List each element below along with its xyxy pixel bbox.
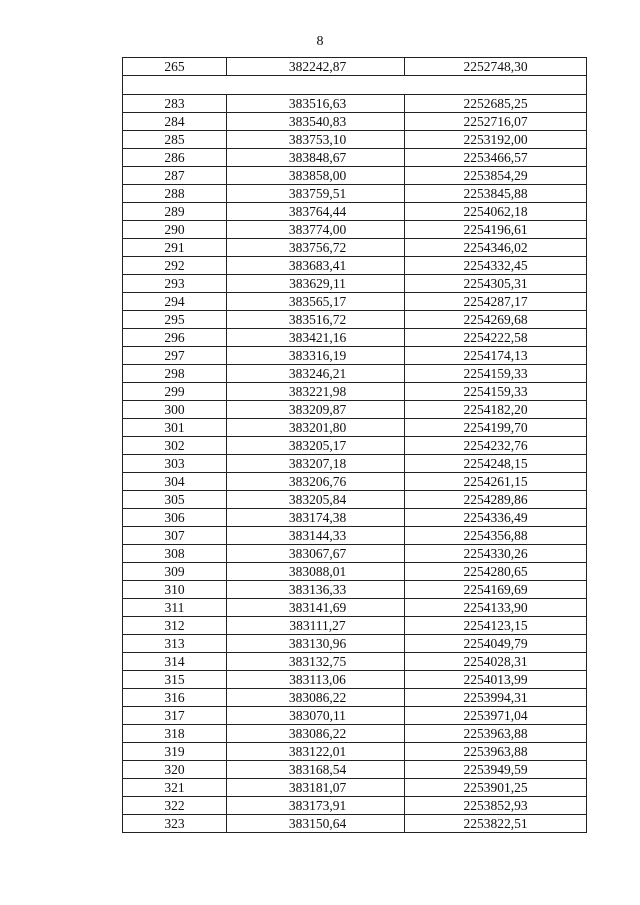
point-number-cell: 291	[123, 239, 227, 257]
x-coordinate-cell: 383174,38	[227, 509, 405, 527]
point-number-cell: 285	[123, 131, 227, 149]
point-number-cell: 311	[123, 599, 227, 617]
x-coordinate-cell: 383086,22	[227, 725, 405, 743]
y-coordinate-cell: 2254169,69	[405, 581, 587, 599]
y-coordinate-cell: 2254287,17	[405, 293, 587, 311]
point-number-cell: 299	[123, 383, 227, 401]
table-row	[123, 58, 587, 76]
x-coordinate-cell: 383516,63	[227, 95, 405, 113]
x-coordinate-cell: 383756,72	[227, 239, 405, 257]
x-coordinate-cell: 383540,83	[227, 113, 405, 131]
point-number-cell: 265	[123, 58, 227, 76]
table-row	[123, 275, 587, 293]
x-coordinate-cell: 383759,51	[227, 185, 405, 203]
table-row	[123, 383, 587, 401]
table-row	[123, 167, 587, 185]
table-row	[123, 545, 587, 563]
x-coordinate-cell: 383316,19	[227, 347, 405, 365]
y-coordinate-cell: 2253466,57	[405, 149, 587, 167]
point-number-cell: 300	[123, 401, 227, 419]
point-number-cell: 292	[123, 257, 227, 275]
coordinates-table-body	[123, 58, 587, 833]
point-number-cell: 315	[123, 671, 227, 689]
separator-cell	[123, 76, 587, 95]
point-number-cell: 290	[123, 221, 227, 239]
table-row	[123, 779, 587, 797]
point-number-cell: 283	[123, 95, 227, 113]
x-coordinate-cell: 383136,33	[227, 581, 405, 599]
table-row	[123, 599, 587, 617]
point-number-cell: 301	[123, 419, 227, 437]
y-coordinate-cell: 2254269,68	[405, 311, 587, 329]
table-row	[123, 131, 587, 149]
x-coordinate-cell: 383070,11	[227, 707, 405, 725]
table-row	[123, 365, 587, 383]
x-coordinate-cell: 383181,07	[227, 779, 405, 797]
y-coordinate-cell: 2254336,49	[405, 509, 587, 527]
y-coordinate-cell: 2254330,26	[405, 545, 587, 563]
point-number-cell: 308	[123, 545, 227, 563]
point-number-cell: 312	[123, 617, 227, 635]
y-coordinate-cell: 2254159,33	[405, 383, 587, 401]
y-coordinate-cell: 2254289,86	[405, 491, 587, 509]
x-coordinate-cell: 383858,00	[227, 167, 405, 185]
x-coordinate-cell: 383764,44	[227, 203, 405, 221]
y-coordinate-cell: 2254013,99	[405, 671, 587, 689]
x-coordinate-cell: 383173,91	[227, 797, 405, 815]
point-number-cell: 295	[123, 311, 227, 329]
y-coordinate-cell: 2254332,45	[405, 257, 587, 275]
table-row	[123, 311, 587, 329]
table-row	[123, 221, 587, 239]
table-row	[123, 635, 587, 653]
y-coordinate-cell: 2253192,00	[405, 131, 587, 149]
x-coordinate-cell: 383753,10	[227, 131, 405, 149]
x-coordinate-cell: 383629,11	[227, 275, 405, 293]
point-number-cell: 320	[123, 761, 227, 779]
x-coordinate-cell: 383144,33	[227, 527, 405, 545]
x-coordinate-cell: 383207,18	[227, 455, 405, 473]
table-row	[123, 239, 587, 257]
x-coordinate-cell: 383848,67	[227, 149, 405, 167]
y-coordinate-cell: 2254346,02	[405, 239, 587, 257]
table-row	[123, 113, 587, 131]
x-coordinate-cell: 383209,87	[227, 401, 405, 419]
x-coordinate-cell: 383206,76	[227, 473, 405, 491]
x-coordinate-cell: 383168,54	[227, 761, 405, 779]
table-row	[123, 95, 587, 113]
table-row	[123, 815, 587, 833]
point-number-cell: 286	[123, 149, 227, 167]
point-number-cell: 310	[123, 581, 227, 599]
point-number-cell: 306	[123, 509, 227, 527]
x-coordinate-cell: 383130,96	[227, 635, 405, 653]
x-coordinate-cell: 383111,27	[227, 617, 405, 635]
y-coordinate-cell: 2254062,18	[405, 203, 587, 221]
page-number: 8	[316, 34, 324, 49]
point-number-cell: 304	[123, 473, 227, 491]
table-row	[123, 707, 587, 725]
y-coordinate-cell: 2253901,25	[405, 779, 587, 797]
table-row	[123, 563, 587, 581]
y-coordinate-cell: 2254159,33	[405, 365, 587, 383]
y-coordinate-cell: 2252748,30	[405, 58, 587, 76]
table-row	[123, 347, 587, 365]
point-number-cell: 303	[123, 455, 227, 473]
point-number-cell: 307	[123, 527, 227, 545]
point-number-cell: 309	[123, 563, 227, 581]
x-coordinate-cell: 383150,64	[227, 815, 405, 833]
table-row	[123, 401, 587, 419]
point-number-cell: 316	[123, 689, 227, 707]
y-coordinate-cell: 2254049,79	[405, 635, 587, 653]
y-coordinate-cell: 2253971,04	[405, 707, 587, 725]
x-coordinate-cell: 383774,00	[227, 221, 405, 239]
table-row	[123, 509, 587, 527]
table-row	[123, 491, 587, 509]
x-coordinate-cell: 383067,67	[227, 545, 405, 563]
table-row	[123, 617, 587, 635]
table-row	[123, 455, 587, 473]
y-coordinate-cell: 2253963,88	[405, 743, 587, 761]
table-row	[123, 437, 587, 455]
x-coordinate-cell: 382242,87	[227, 58, 405, 76]
y-coordinate-cell: 2254196,61	[405, 221, 587, 239]
point-number-cell: 319	[123, 743, 227, 761]
x-coordinate-cell: 383516,72	[227, 311, 405, 329]
point-number-cell: 287	[123, 167, 227, 185]
table-row	[123, 797, 587, 815]
y-coordinate-cell: 2253994,31	[405, 689, 587, 707]
table-row	[123, 671, 587, 689]
table-row	[123, 149, 587, 167]
x-coordinate-cell: 383201,80	[227, 419, 405, 437]
point-number-cell: 297	[123, 347, 227, 365]
table-row	[123, 761, 587, 779]
table-separator-row	[123, 76, 587, 95]
point-number-cell: 317	[123, 707, 227, 725]
x-coordinate-cell: 383565,17	[227, 293, 405, 311]
y-coordinate-cell: 2254199,70	[405, 419, 587, 437]
y-coordinate-cell: 2253852,93	[405, 797, 587, 815]
y-coordinate-cell: 2254182,20	[405, 401, 587, 419]
y-coordinate-cell: 2254356,88	[405, 527, 587, 545]
y-coordinate-cell: 2253822,51	[405, 815, 587, 833]
y-coordinate-cell: 2253949,59	[405, 761, 587, 779]
point-number-cell: 322	[123, 797, 227, 815]
table-row	[123, 329, 587, 347]
point-number-cell: 323	[123, 815, 227, 833]
y-coordinate-cell: 2254028,31	[405, 653, 587, 671]
table-row	[123, 689, 587, 707]
y-coordinate-cell: 2254123,15	[405, 617, 587, 635]
point-number-cell: 318	[123, 725, 227, 743]
y-coordinate-cell: 2254174,13	[405, 347, 587, 365]
y-coordinate-cell: 2254261,15	[405, 473, 587, 491]
coordinates-table	[122, 57, 587, 833]
point-number-cell: 293	[123, 275, 227, 293]
x-coordinate-cell: 383132,75	[227, 653, 405, 671]
y-coordinate-cell: 2254305,31	[405, 275, 587, 293]
x-coordinate-cell: 383086,22	[227, 689, 405, 707]
table-row	[123, 743, 587, 761]
point-number-cell: 298	[123, 365, 227, 383]
x-coordinate-cell: 383113,06	[227, 671, 405, 689]
y-coordinate-cell: 2253845,88	[405, 185, 587, 203]
table-row	[123, 473, 587, 491]
table-row	[123, 257, 587, 275]
table-row	[123, 725, 587, 743]
y-coordinate-cell: 2252716,07	[405, 113, 587, 131]
point-number-cell: 313	[123, 635, 227, 653]
y-coordinate-cell: 2254222,58	[405, 329, 587, 347]
table-row	[123, 293, 587, 311]
table-row	[123, 581, 587, 599]
y-coordinate-cell: 2253963,88	[405, 725, 587, 743]
x-coordinate-cell: 383683,41	[227, 257, 405, 275]
point-number-cell: 288	[123, 185, 227, 203]
x-coordinate-cell: 383122,01	[227, 743, 405, 761]
point-number-cell: 302	[123, 437, 227, 455]
table-row	[123, 419, 587, 437]
y-coordinate-cell: 2254232,76	[405, 437, 587, 455]
point-number-cell: 321	[123, 779, 227, 797]
x-coordinate-cell: 383246,21	[227, 365, 405, 383]
point-number-cell: 296	[123, 329, 227, 347]
y-coordinate-cell: 2254280,65	[405, 563, 587, 581]
x-coordinate-cell: 383088,01	[227, 563, 405, 581]
table-row	[123, 527, 587, 545]
point-number-cell: 294	[123, 293, 227, 311]
point-number-cell: 289	[123, 203, 227, 221]
y-coordinate-cell: 2253854,29	[405, 167, 587, 185]
x-coordinate-cell: 383205,17	[227, 437, 405, 455]
point-number-cell: 284	[123, 113, 227, 131]
x-coordinate-cell: 383421,16	[227, 329, 405, 347]
table-row	[123, 185, 587, 203]
point-number-cell: 314	[123, 653, 227, 671]
x-coordinate-cell: 383141,69	[227, 599, 405, 617]
x-coordinate-cell: 383221,98	[227, 383, 405, 401]
y-coordinate-cell: 2254133,90	[405, 599, 587, 617]
y-coordinate-cell: 2252685,25	[405, 95, 587, 113]
table-row	[123, 203, 587, 221]
point-number-cell: 305	[123, 491, 227, 509]
x-coordinate-cell: 383205,84	[227, 491, 405, 509]
y-coordinate-cell: 2254248,15	[405, 455, 587, 473]
table-row	[123, 653, 587, 671]
